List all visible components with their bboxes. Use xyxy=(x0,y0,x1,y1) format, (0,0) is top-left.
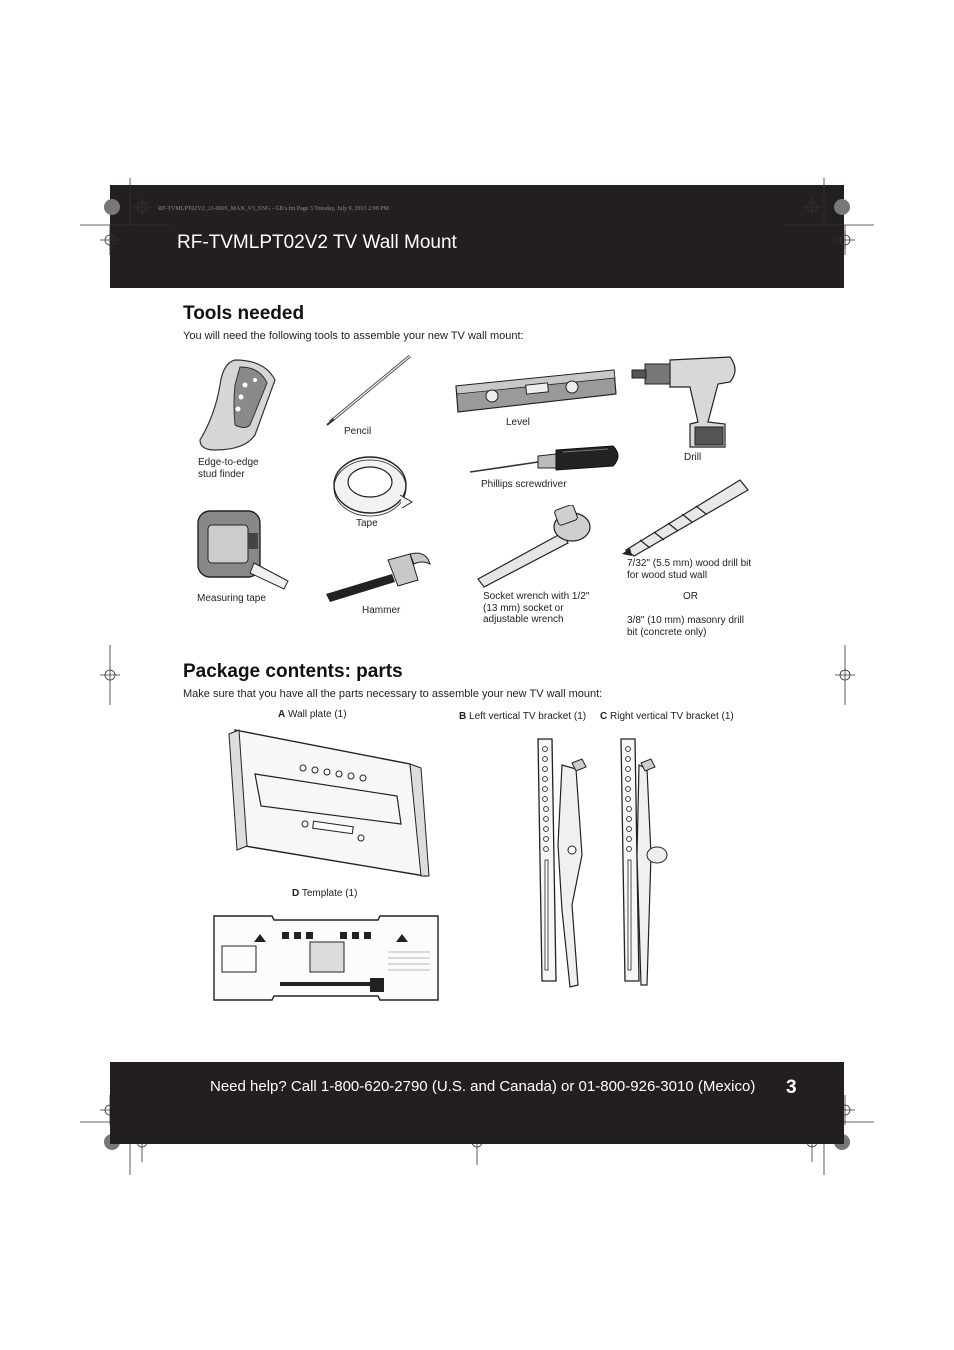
measuring-tape-icon xyxy=(192,503,292,593)
drill-bit-icon xyxy=(620,474,755,559)
screwdriver-label: Phillips screwdriver xyxy=(481,479,567,490)
tools-heading: Tools needed xyxy=(183,303,305,324)
stud-finder-icon xyxy=(195,355,285,455)
part-a-letter: A xyxy=(278,709,286,720)
tape-icon xyxy=(330,450,415,520)
print-slug: RF-TVMLPT02V2_13-0605_MAN_V3_ENG - GB's.fm Page 3 Tuesday, July 9, 2013 2:08 PM xyxy=(158,206,389,212)
hammer-icon xyxy=(322,550,432,605)
footer-band xyxy=(110,1062,844,1144)
package-heading: Package contents: parts xyxy=(183,661,403,682)
template-icon xyxy=(212,912,440,1004)
left-bracket-icon xyxy=(532,735,597,993)
tape-label: Tape xyxy=(356,518,378,529)
tools-intro: You will need the following tools to assemble your new TV wall mount: xyxy=(183,330,524,342)
level-icon xyxy=(454,366,619,416)
part-b-caption xyxy=(459,711,586,723)
wall-plate-icon xyxy=(225,726,435,881)
measuring-tape-label: Measuring tape xyxy=(197,593,266,604)
drill-label: Drill xyxy=(684,452,702,463)
socket-wrench-label: Socket wrench with 1/2" (13 mm) socket or adjustable wrench xyxy=(483,591,590,625)
level-label: Level xyxy=(506,417,530,428)
part-d-letter: D xyxy=(292,888,300,899)
part-c-caption xyxy=(600,711,734,723)
drill-icon xyxy=(630,352,745,452)
screwdriver-icon xyxy=(468,444,623,479)
help-text: Need help? Call 1-800-620-2790 (U.S. and Canada) or 01-800-926-3010 (Mexico) xyxy=(210,1078,756,1095)
package-intro: Make sure that you have all the parts necessary to assemble your new TV wall mount: xyxy=(183,688,603,700)
pencil-label: Pencil xyxy=(344,426,372,437)
socket-wrench-icon xyxy=(472,505,602,590)
part-a-caption xyxy=(278,709,347,721)
drill-bit-wood-label: 7/32" (5.5 mm) wood drill bit for wood stud wall xyxy=(627,558,752,581)
right-bracket-icon xyxy=(615,735,680,993)
part-b-label: Left vertical TV bracket (1) xyxy=(469,711,587,722)
drill-bit-masonry-label: 3/8" (10 mm) masonry drill bit (concrete only) xyxy=(627,615,744,638)
page-number: 3 xyxy=(786,1077,797,1098)
part-c-label: Right vertical TV bracket (1) xyxy=(610,711,734,722)
or-label: OR xyxy=(683,591,698,602)
stud-finder-label: Edge-to-edge stud finder xyxy=(198,457,259,480)
pencil-icon xyxy=(322,350,417,430)
part-a-label: Wall plate (1) xyxy=(288,709,347,720)
hammer-label: Hammer xyxy=(362,605,401,616)
part-c-letter: C xyxy=(600,711,608,722)
part-d-label: Template (1) xyxy=(301,888,358,899)
page-title: RF-TVMLPT02V2 TV Wall Mount xyxy=(177,232,457,253)
part-d-caption xyxy=(292,888,357,900)
part-b-letter: B xyxy=(459,711,467,722)
